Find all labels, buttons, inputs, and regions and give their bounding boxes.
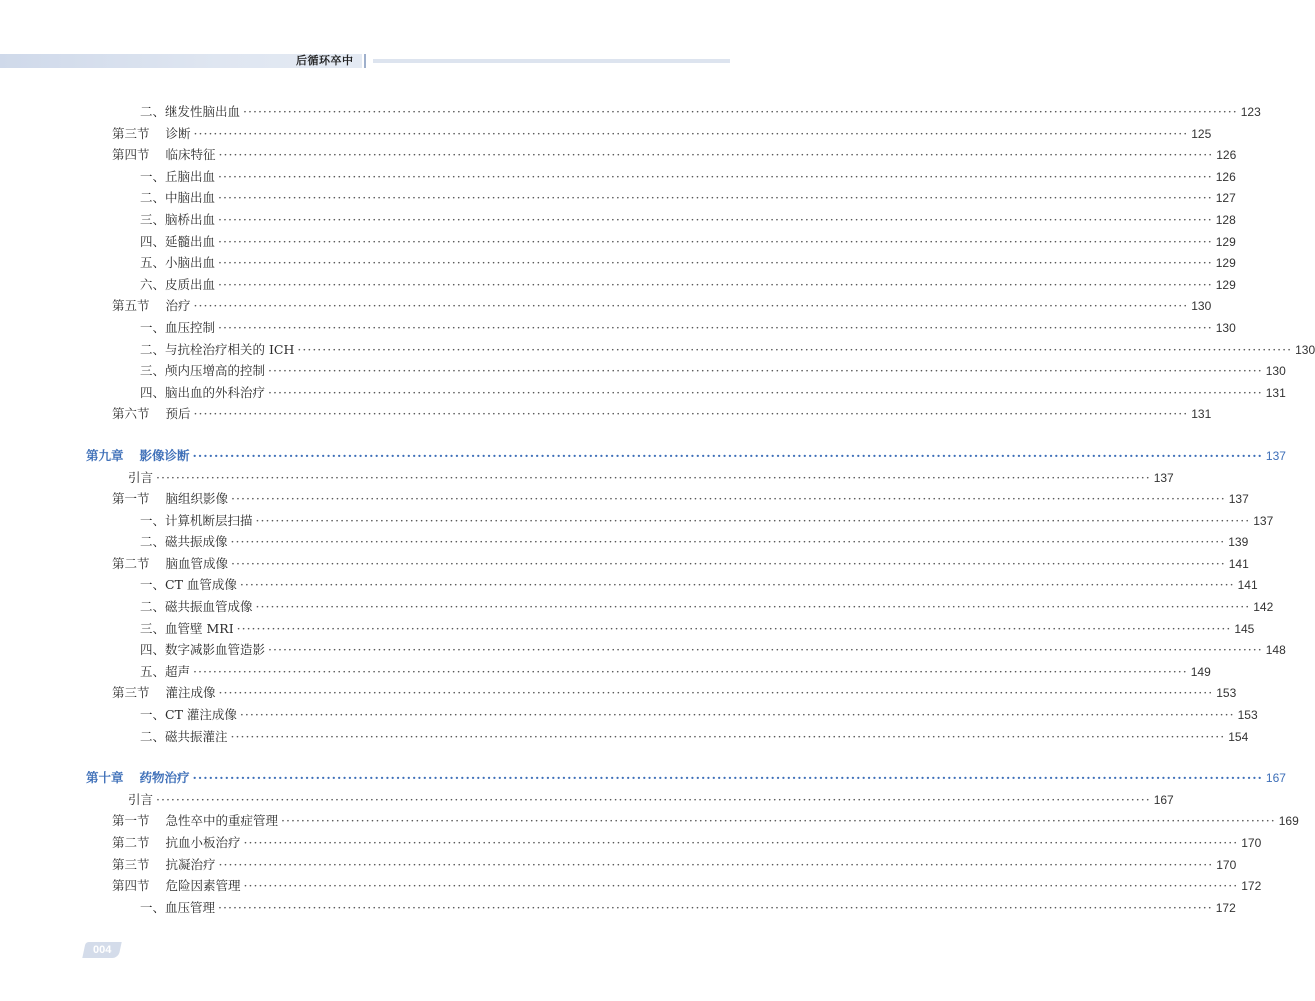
toc-subsection-entry[interactable] [0, 317, 1236, 339]
toc-entry-page: 130 [1191, 299, 1212, 314]
toc-dot-leader: ········································································································································································································ [230, 728, 1226, 744]
toc-entry-page: 129 [1215, 277, 1236, 292]
toc-entry-title: 治疗 [165, 298, 191, 314]
toc-entry-page: 131 [1191, 407, 1212, 422]
toc-entry-number: 第四节 [112, 878, 150, 894]
toc-entry-page: 139 [1228, 535, 1249, 550]
toc-entry-number: 第一节 [112, 491, 150, 507]
toc-entry-title: 抗凝治疗 [165, 856, 216, 872]
toc-entry-number: 一、 [140, 707, 166, 723]
toc-dot-leader: ········································································································································································································ [268, 642, 1263, 658]
toc-entry-title: 数字减影血管造影 [165, 642, 266, 658]
toc-entry-page: 125 [1191, 126, 1212, 141]
toc-gap [0, 425, 730, 445]
toc-entry-title: 灌注成像 [165, 685, 216, 701]
toc-entry-number: 三、 [140, 620, 166, 636]
toc-entry-page: 129 [1215, 234, 1236, 249]
toc-entry-number: 三、 [140, 363, 166, 379]
toc-dot-leader: ········································································································································································································ [218, 899, 1213, 915]
toc-entry-page: 126 [1216, 148, 1237, 163]
toc-entry-number: 第十章 [86, 770, 124, 786]
toc-entry-page: 137 [1153, 470, 1174, 485]
toc-entry-title: 丘脑出血 [165, 168, 216, 184]
toc-entry-title: 磁共振血管成像 [165, 599, 253, 615]
toc-dot-leader: ········································································································································································································ [218, 233, 1213, 249]
toc-entry-number: 四、 [140, 384, 166, 400]
toc-entry-page: 127 [1215, 191, 1236, 206]
toc-entry-title: 脑血管成像 [165, 555, 229, 571]
toc-dot-leader: ········································································································································································································ [297, 341, 1293, 357]
toc-subsection-entry[interactable] [0, 252, 1236, 274]
toc-entry-page: 130 [1215, 320, 1236, 335]
toc-entry-page: 169 [1278, 814, 1299, 829]
toc-subsection-entry[interactable] [0, 231, 1236, 253]
toc-entry-number: 第三节 [112, 685, 150, 701]
toc-entry-title: 颅内压增高的控制 [165, 363, 266, 379]
toc-entry-number: 二、 [140, 104, 166, 119]
toc-entry-title: 引言 [128, 791, 154, 807]
toc-entry-page: 141 [1228, 556, 1249, 571]
toc-entry-number: 第六节 [112, 406, 150, 422]
toc-entry-page: 148 [1265, 643, 1286, 658]
toc-gap [0, 747, 730, 767]
toc-entry-page: 170 [1241, 836, 1262, 850]
toc-subsection-entry[interactable] [0, 209, 1236, 231]
toc-entry-number: 一、 [140, 899, 166, 915]
toc-dot-leader: ········································································································································································································ [243, 835, 1239, 850]
toc-entry-number: 第三节 [112, 856, 150, 872]
toc-entry-page: 130 [1295, 342, 1315, 357]
toc-dot-leader: ········································································································································································································ [255, 512, 1251, 528]
toc-dot-leader: ········································································································································································································ [218, 255, 1213, 271]
toc-dot-leader: ········································································································································································································ [255, 599, 1251, 615]
toc-subsection-entry[interactable] [0, 596, 1274, 618]
toc-subsection-entry[interactable] [0, 704, 1258, 726]
toc-dot-leader: ········································································································································································································ [156, 791, 1151, 807]
toc-dot-leader: ········································································································································································································ [193, 125, 1189, 141]
toc-dot-leader: ········································································································································································································ [192, 770, 1263, 786]
toc-entry-number: 二、 [140, 341, 166, 357]
toc-subsection-entry[interactable] [0, 166, 1236, 188]
toc-entry-number: 第二节 [112, 555, 150, 571]
toc-entry-number: 四、 [140, 233, 166, 249]
toc-entry-title: 抗血小板治疗 [165, 835, 241, 850]
toc-entry-number: 二、 [140, 190, 166, 206]
toc-dot-leader: ········································································································································································································ [243, 878, 1239, 894]
toc-entry-title: 与抗栓治疗相关的 ICH [165, 341, 295, 357]
toc-entry-title: 皮质出血 [165, 276, 216, 292]
toc-section-entry[interactable] [0, 123, 1212, 145]
toc-subsection-entry[interactable] [0, 274, 1236, 296]
toc-dot-leader: ········································································································································································································ [218, 856, 1214, 872]
toc-entry-title: 引言 [128, 469, 154, 485]
toc-entry-page: 167 [1153, 792, 1174, 807]
toc-entry-number: 第五节 [112, 298, 150, 314]
toc-entry-title: 影像诊断 [139, 447, 190, 463]
toc-entry-number: 第一节 [112, 813, 150, 829]
toc-entry-title: 药物治疗 [139, 770, 190, 786]
toc-entry-title: 脑出血的外科治疗 [165, 384, 266, 400]
toc-entry-title: 超声 [165, 663, 191, 679]
toc-entry-page: 128 [1215, 212, 1236, 227]
toc-entry-number: 四、 [140, 642, 166, 658]
toc-entry-number: 第四节 [112, 147, 150, 163]
toc-entry-title: 危险因素管理 [165, 878, 241, 894]
toc-dot-leader: ········································································································································································································ [239, 707, 1235, 723]
toc-entry-page: 123 [1240, 105, 1261, 119]
toc-dot-leader: ········································································································································································································ [230, 534, 1226, 550]
toc-dot-leader: ········································································································································································································ [268, 363, 1263, 379]
toc-entry-page: 149 [1190, 664, 1211, 679]
toc-dot-leader: ········································································································································································································ [193, 298, 1189, 314]
toc-section-entry[interactable] [0, 854, 1237, 876]
toc-entry-title: 诊断 [165, 125, 191, 141]
toc-dot-leader: ········································································································································································································ [193, 663, 1188, 679]
toc-dot-leader: ········································································································································································································ [231, 491, 1226, 507]
toc-subsection-entry[interactable] [0, 360, 1286, 382]
toc-entry-title: 预后 [165, 406, 191, 422]
toc-section-entry[interactable] [0, 832, 1262, 854]
toc-section-entry[interactable] [0, 810, 1299, 832]
toc-section-entry[interactable] [0, 682, 1237, 704]
table-of-contents [0, 101, 1315, 918]
toc-entry-title: 脑组织影像 [165, 491, 229, 507]
toc-section-entry[interactable] [0, 403, 1212, 425]
toc-chapter-entry[interactable] [0, 445, 1286, 467]
toc-entry-page: 172 [1215, 900, 1236, 915]
toc-entry-page: 145 [1234, 621, 1255, 636]
toc-dot-leader: ········································································································································································································ [243, 104, 1238, 119]
toc-subsection-entry[interactable] [0, 574, 1258, 596]
toc-entry-title: 计算机断层扫描 [165, 512, 253, 528]
toc-dot-leader: ········································································································································································································ [218, 147, 1214, 163]
toc-entry-title: 延髓出血 [165, 233, 216, 249]
toc-entry-page: 126 [1215, 169, 1236, 184]
toc-dot-leader: ········································································································································································································ [268, 384, 1263, 400]
toc-entry-title: 脑桥出血 [165, 211, 216, 227]
toc-entry-number: 三、 [140, 211, 166, 227]
toc-entry-page: 172 [1241, 879, 1262, 894]
running-header-title: 后循环卒中 [296, 54, 354, 67]
toc-chapter-entry[interactable] [0, 767, 1286, 789]
toc-entry-title: 继发性脑出血 [165, 104, 241, 119]
toc-section-entry[interactable] [0, 144, 1237, 166]
toc-entry-page: 137 [1228, 492, 1249, 507]
toc-entry-number: 一、 [140, 168, 166, 184]
toc-entry-page: 141 [1237, 578, 1258, 593]
toc-entry-number: 一、 [140, 577, 166, 593]
toc-entry-number: 一、 [140, 319, 166, 335]
toc-entry-page: 137 [1253, 513, 1274, 528]
toc-subsection-entry[interactable] [0, 187, 1236, 209]
toc-subsection-entry[interactable] [0, 661, 1211, 683]
toc-entry-page: 167 [1265, 771, 1286, 786]
toc-section-entry[interactable] [0, 789, 1174, 811]
toc-entry-number: 第二节 [112, 835, 150, 850]
toc-entry-number: 二、 [140, 599, 166, 615]
toc-dot-leader: ········································································································································································································ [281, 813, 1276, 829]
toc-entry-number: 六、 [140, 276, 166, 292]
toc-dot-leader: ········································································································································································································ [193, 406, 1189, 422]
toc-entry-title: 小脑出血 [165, 255, 216, 271]
toc-entry-page: 142 [1253, 600, 1274, 615]
toc-entry-number: 五、 [140, 255, 166, 271]
toc-section-entry[interactable] [0, 467, 1174, 489]
toc-entry-title: 血压管理 [165, 899, 216, 915]
toc-entry-page: 153 [1216, 686, 1237, 701]
toc-entry-page: 170 [1216, 857, 1237, 872]
toc-dot-leader: ········································································································································································································ [231, 555, 1226, 571]
toc-entry-page: 137 [1265, 448, 1286, 463]
toc-section-entry[interactable] [0, 488, 1249, 510]
toc-entry-page: 130 [1265, 364, 1286, 379]
toc-subsection-entry[interactable] [0, 510, 1274, 532]
toc-entry-number: 第三节 [112, 125, 150, 141]
toc-dot-leader: ········································································································································································································ [239, 577, 1235, 593]
toc-subsection-entry[interactable] [0, 531, 1249, 553]
toc-entry-page: 129 [1215, 256, 1236, 271]
toc-dot-leader: ········································································································································································································ [218, 168, 1213, 184]
toc-entry-title: 血压控制 [165, 319, 216, 335]
toc-entry-number: 二、 [140, 728, 166, 744]
toc-entry-page: 154 [1228, 729, 1249, 744]
toc-dot-leader: ········································································································································································································ [218, 319, 1213, 335]
toc-entry-title: 血管壁 MRI [165, 620, 234, 636]
toc-entry-title: 磁共振成像 [165, 534, 228, 550]
page-number-badge [82, 942, 121, 958]
toc-entry-number: 二、 [140, 534, 166, 550]
toc-entry-title: 急性卒中的重症管理 [165, 813, 279, 829]
toc-dot-leader: ········································································································································································································ [218, 211, 1213, 227]
toc-subsection-entry[interactable] [0, 897, 1236, 919]
toc-entry-title: 临床特征 [165, 147, 216, 163]
toc-entry-number: 五、 [140, 663, 166, 679]
toc-subsection-entry[interactable] [0, 101, 1261, 123]
toc-entry-number: 第九章 [86, 447, 124, 463]
toc-entry-title: CT 灌注成像 [165, 707, 237, 723]
toc-dot-leader: ········································································································································································································ [218, 190, 1213, 206]
toc-subsection-entry[interactable] [0, 726, 1249, 748]
toc-dot-leader: ········································································································································································································ [156, 469, 1151, 485]
running-header [0, 54, 730, 68]
toc-entry-page: 131 [1265, 385, 1286, 400]
toc-entry-title: 磁共振灌注 [165, 728, 228, 744]
toc-entry-title: 中脑出血 [165, 190, 216, 206]
toc-entry-title: CT 血管成像 [165, 577, 237, 593]
toc-section-entry[interactable] [0, 875, 1262, 897]
toc-subsection-entry[interactable] [0, 618, 1255, 640]
toc-subsection-entry[interactable] [0, 382, 1286, 404]
toc-subsection-entry[interactable] [0, 639, 1286, 661]
toc-dot-leader: ········································································································································································································ [218, 276, 1213, 292]
header-band-right [373, 59, 730, 63]
toc-section-entry[interactable] [0, 553, 1249, 575]
page-number: 004 [92, 944, 112, 956]
toc-entry-number: 一、 [140, 512, 166, 528]
toc-section-entry[interactable] [0, 295, 1212, 317]
header-divider [364, 54, 366, 68]
toc-dot-leader: ········································································································································································································ [192, 447, 1263, 463]
toc-dot-leader: ········································································································································································································ [218, 685, 1214, 701]
toc-subsection-entry[interactable] [0, 339, 1315, 361]
toc-entry-page: 153 [1237, 708, 1258, 723]
toc-dot-leader: ········································································································································································································ [236, 620, 1232, 636]
